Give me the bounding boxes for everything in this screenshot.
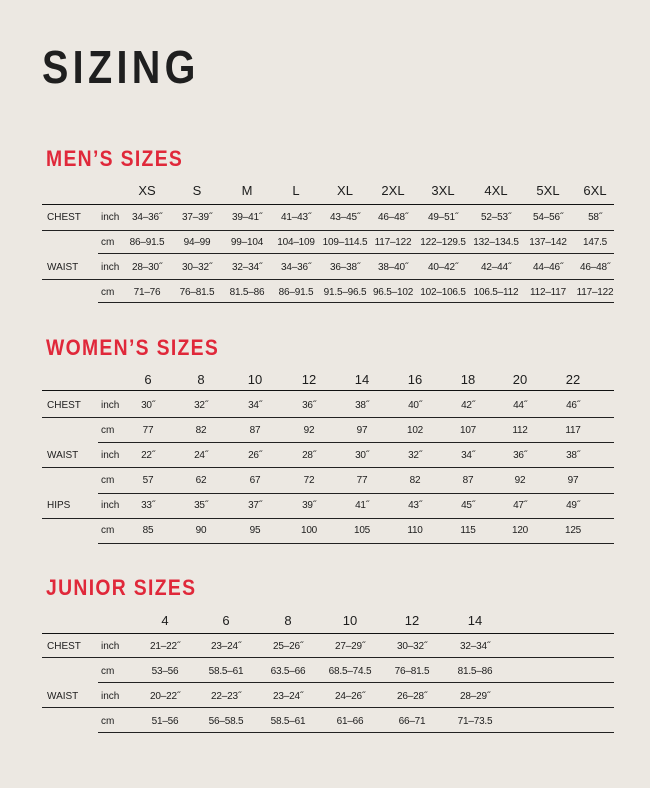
women-table-cell: 46˝ xyxy=(566,400,580,411)
junior-row-group-label: WAIST xyxy=(47,691,79,702)
men-size-header: 2XL xyxy=(381,183,405,198)
women-row-divider xyxy=(42,417,614,418)
junior-table-cell: 71–73.5 xyxy=(457,716,493,727)
men-table-cell: 147.5 xyxy=(582,237,608,248)
women-table-cell: 117 xyxy=(565,425,581,436)
women-row-divider xyxy=(42,467,614,468)
junior-row-divider xyxy=(42,707,614,708)
junior-section-title: JUNIOR SIZES xyxy=(46,575,197,600)
men-table-cell: 41–43˝ xyxy=(281,212,311,223)
women-size-header: 18 xyxy=(460,372,476,387)
women-table-cell: 92 xyxy=(514,475,526,486)
junior-table-cell: 21–22˝ xyxy=(150,641,180,652)
junior-row-divider xyxy=(98,732,614,733)
women-table-cell: 62 xyxy=(195,475,207,486)
women-table-cell: 37˝ xyxy=(248,500,262,511)
women-table-cell: 32˝ xyxy=(408,450,422,461)
women-table-cell: 38˝ xyxy=(355,400,369,411)
women-table-cell: 77 xyxy=(356,475,368,486)
women-table-cell: 28˝ xyxy=(302,450,316,461)
men-size-header: 3XL xyxy=(431,183,455,198)
women-table-cell: 72 xyxy=(303,475,315,486)
junior-table-cell: 20–22˝ xyxy=(150,691,180,702)
men-section-title: MEN’S SIZES xyxy=(46,146,184,171)
men-row-divider xyxy=(42,279,614,280)
junior-table-cell: 23–24˝ xyxy=(273,691,303,702)
junior-table-cell: 27–29˝ xyxy=(335,641,365,652)
men-table-cell: 37–39˝ xyxy=(182,212,212,223)
men-table-cell: 40–42˝ xyxy=(428,262,458,273)
men-row-group-label: CHEST xyxy=(47,212,81,223)
men-table-cell: 54–56˝ xyxy=(533,212,563,223)
women-table-cell: 57 xyxy=(142,475,154,486)
men-row-unit-label: cm xyxy=(101,237,115,248)
men-table-cell: 102–106.5 xyxy=(420,287,466,298)
women-row-unit-label: cm xyxy=(101,425,115,436)
women-table-cell: 90 xyxy=(195,525,207,536)
women-row-divider xyxy=(98,442,614,443)
women-table-cell: 120 xyxy=(511,525,529,536)
junior-size-header: 12 xyxy=(404,613,420,628)
junior-header-divider xyxy=(42,633,614,634)
men-row-unit-label: inch xyxy=(101,212,120,223)
men-table-cell: 104–109 xyxy=(277,237,315,248)
men-table-cell: 46–48˝ xyxy=(580,262,610,273)
men-table-cell: 117–122 xyxy=(374,237,412,248)
men-table-cell: 112–117 xyxy=(529,287,567,298)
women-table-cell: 45˝ xyxy=(461,500,475,511)
men-table-cell: 43–45˝ xyxy=(330,212,360,223)
men-table-cell: 86–91.5 xyxy=(129,237,165,248)
women-table-cell: 100 xyxy=(300,525,318,536)
women-size-header: 8 xyxy=(197,372,205,387)
junior-table-cell: 24–26˝ xyxy=(335,691,365,702)
women-table-cell: 32˝ xyxy=(194,400,208,411)
men-table-cell: 36–38˝ xyxy=(330,262,360,273)
women-table-cell: 36˝ xyxy=(513,450,527,461)
women-table-cell: 87 xyxy=(249,425,261,436)
junior-table-cell: 26–28˝ xyxy=(397,691,427,702)
women-size-header: 10 xyxy=(247,372,263,387)
women-table-cell: 92 xyxy=(303,425,315,436)
women-table-cell: 41˝ xyxy=(355,500,369,511)
junior-size-header: 4 xyxy=(161,613,169,628)
men-table-cell: 76–81.5 xyxy=(179,287,215,298)
women-size-header: 12 xyxy=(301,372,317,387)
women-row-unit-label: inch xyxy=(101,450,120,461)
women-table-cell: 24˝ xyxy=(194,450,208,461)
junior-table-cell: 76–81.5 xyxy=(394,666,430,677)
women-table-cell: 40˝ xyxy=(408,400,422,411)
men-row-divider xyxy=(42,230,614,231)
women-table-cell: 95 xyxy=(249,525,261,536)
women-table-cell: 85 xyxy=(142,525,154,536)
women-table-cell: 77 xyxy=(142,425,154,436)
women-table-cell: 82 xyxy=(409,475,421,486)
women-table-cell: 34˝ xyxy=(461,450,475,461)
men-size-header: S xyxy=(192,183,202,198)
women-row-unit-label: cm xyxy=(101,475,115,486)
junior-table-cell: 51–56 xyxy=(151,716,179,727)
men-table-cell: 49–51˝ xyxy=(428,212,458,223)
junior-size-header: 8 xyxy=(284,613,292,628)
junior-table-cell: 28–29˝ xyxy=(460,691,490,702)
junior-row-group-label: CHEST xyxy=(47,641,81,652)
women-table-cell: 87 xyxy=(462,475,474,486)
junior-table-cell: 58.5–61 xyxy=(208,666,244,677)
women-table-cell: 34˝ xyxy=(248,400,262,411)
men-row-divider xyxy=(98,302,614,303)
men-table-cell: 122–129.5 xyxy=(420,237,466,248)
junior-table-cell: 81.5–86 xyxy=(457,666,493,677)
women-size-header: 22 xyxy=(565,372,581,387)
women-section-title: WOMEN’S SIZES xyxy=(46,335,220,360)
women-row-divider xyxy=(98,493,614,494)
women-row-group-label: WAIST xyxy=(47,450,79,461)
junior-table-cell: 30–32˝ xyxy=(397,641,427,652)
men-table-cell: 38–40˝ xyxy=(378,262,408,273)
junior-table-cell: 25–26˝ xyxy=(273,641,303,652)
women-row-unit-label: inch xyxy=(101,400,120,411)
women-table-cell: 97 xyxy=(356,425,368,436)
junior-table-cell: 22–23˝ xyxy=(211,691,241,702)
men-table-cell: 34–36˝ xyxy=(132,212,162,223)
women-row-group-label: CHEST xyxy=(47,400,81,411)
women-row-divider xyxy=(42,518,614,519)
men-table-cell: 71–76 xyxy=(133,287,161,298)
junior-table-cell: 66–71 xyxy=(398,716,426,727)
women-table-cell: 35˝ xyxy=(194,500,208,511)
women-table-cell: 110 xyxy=(407,525,423,536)
men-table-cell: 42–44˝ xyxy=(481,262,511,273)
women-table-cell: 44˝ xyxy=(513,400,527,411)
women-row-divider xyxy=(98,543,614,544)
men-table-cell: 91.5–96.5 xyxy=(323,287,367,298)
men-table-cell: 52–53˝ xyxy=(481,212,511,223)
women-table-cell: 107 xyxy=(459,425,477,436)
junior-row-unit-label: inch xyxy=(101,691,120,702)
junior-row-divider xyxy=(98,682,614,683)
men-table-cell: 34–36˝ xyxy=(281,262,311,273)
junior-table-cell: 23–24˝ xyxy=(211,641,241,652)
women-table-cell: 26˝ xyxy=(248,450,262,461)
women-table-cell: 125 xyxy=(564,525,582,536)
men-table-cell: 86–91.5 xyxy=(278,287,314,298)
men-size-header: XL xyxy=(337,183,353,198)
women-table-cell: 33˝ xyxy=(141,500,155,511)
men-table-cell: 28–30˝ xyxy=(132,262,162,273)
men-table-cell: 81.5–86 xyxy=(229,287,265,298)
women-table-cell: 102 xyxy=(406,425,424,436)
men-row-group-label: WAIST xyxy=(47,262,79,273)
women-table-cell: 42˝ xyxy=(461,400,475,411)
men-table-cell: 39–41˝ xyxy=(232,212,262,223)
junior-row-divider xyxy=(42,657,614,658)
women-table-cell: 82 xyxy=(195,425,207,436)
women-table-cell: 36˝ xyxy=(302,400,316,411)
women-table-cell: 22˝ xyxy=(141,450,155,461)
women-header-divider xyxy=(42,390,614,391)
women-table-cell: 49˝ xyxy=(566,500,580,511)
women-table-cell: 105 xyxy=(353,525,371,536)
men-table-cell: 137–142 xyxy=(529,237,567,248)
women-table-cell: 112 xyxy=(512,425,528,436)
men-size-header: 5XL xyxy=(536,183,560,198)
men-size-header: XS xyxy=(138,183,156,198)
women-table-cell: 67 xyxy=(249,475,261,486)
junior-table-cell: 63.5–66 xyxy=(270,666,306,677)
junior-table-cell: 61–66 xyxy=(336,716,364,727)
junior-row-unit-label: cm xyxy=(101,716,115,727)
junior-table-cell: 68.5–74.5 xyxy=(328,666,372,677)
junior-size-header: 6 xyxy=(222,613,230,628)
men-row-unit-label: cm xyxy=(101,287,115,298)
men-table-cell: 117–122 xyxy=(576,287,614,298)
junior-table-cell: 56–58.5 xyxy=(208,716,244,727)
men-table-cell: 46–48˝ xyxy=(378,212,408,223)
women-table-cell: 30˝ xyxy=(141,400,155,411)
women-table-cell: 30˝ xyxy=(355,450,369,461)
women-row-unit-label: inch xyxy=(101,500,120,511)
women-table-cell: 97 xyxy=(567,475,579,486)
women-row-group-label: HIPS xyxy=(47,500,71,511)
men-table-cell: 94–99 xyxy=(183,237,211,248)
men-table-cell: 58˝ xyxy=(588,212,602,223)
page-title: SIZING xyxy=(42,41,200,93)
junior-row-unit-label: inch xyxy=(101,641,120,652)
men-table-cell: 132–134.5 xyxy=(473,237,519,248)
women-table-cell: 47˝ xyxy=(513,500,527,511)
men-size-header: L xyxy=(292,183,300,198)
junior-table-cell: 58.5–61 xyxy=(270,716,306,727)
women-size-header: 6 xyxy=(144,372,152,387)
men-table-cell: 109–114.5 xyxy=(322,237,368,248)
men-row-unit-label: inch xyxy=(101,262,120,273)
men-row-divider xyxy=(98,253,614,254)
men-header-divider xyxy=(42,204,614,205)
men-size-header: 4XL xyxy=(484,183,508,198)
men-table-cell: 30–32˝ xyxy=(182,262,212,273)
men-table-cell: 44–46˝ xyxy=(533,262,563,273)
women-size-header: 20 xyxy=(512,372,528,387)
men-table-cell: 106.5–112 xyxy=(473,287,519,298)
women-table-cell: 38˝ xyxy=(566,450,580,461)
junior-row-unit-label: cm xyxy=(101,666,115,677)
women-row-unit-label: cm xyxy=(101,525,115,536)
junior-size-header: 14 xyxy=(467,613,483,628)
men-table-cell: 99–104 xyxy=(230,237,264,248)
women-table-cell: 39˝ xyxy=(302,500,316,511)
junior-size-header: 10 xyxy=(342,613,358,628)
men-size-header: M xyxy=(241,183,253,198)
men-size-header: 6XL xyxy=(583,183,607,198)
men-table-cell: 96.5–102 xyxy=(372,287,414,298)
women-table-cell: 115 xyxy=(460,525,476,536)
junior-table-cell: 53–56 xyxy=(151,666,179,677)
women-table-cell: 43˝ xyxy=(408,500,422,511)
women-size-header: 16 xyxy=(407,372,423,387)
junior-table-cell: 32–34˝ xyxy=(460,641,490,652)
men-table-cell: 32–34˝ xyxy=(232,262,262,273)
women-size-header: 14 xyxy=(354,372,370,387)
